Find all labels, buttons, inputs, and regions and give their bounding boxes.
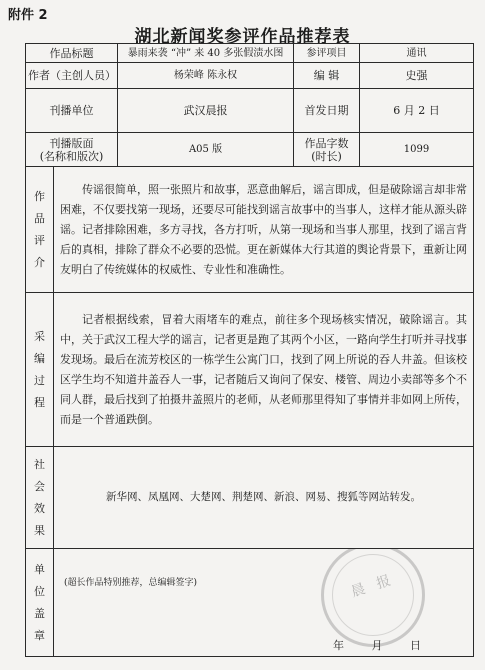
effect-label bbox=[26, 447, 54, 549]
attachment-label: 附件 2 bbox=[8, 8, 48, 23]
form-title: 湖北新闻奖参评作品推荐表 bbox=[134, 27, 351, 47]
publisher-label: 刊播单位 bbox=[26, 89, 118, 133]
author-value: 杨荣峰 陈永权 bbox=[118, 63, 294, 89]
process-label-char: 采 bbox=[34, 329, 45, 343]
row-effect bbox=[26, 447, 474, 549]
row-page bbox=[26, 133, 474, 167]
effect-label-char: 会 bbox=[34, 479, 45, 493]
category-label: 参评项目 bbox=[294, 44, 360, 63]
effect-label-char: 效 bbox=[34, 501, 45, 515]
page-label bbox=[26, 133, 118, 167]
effect-label-char: 果 bbox=[34, 523, 45, 537]
seal-label-char: 位 bbox=[34, 584, 45, 598]
seal-date: 年 月 日 bbox=[333, 639, 434, 652]
process-label bbox=[26, 293, 54, 447]
evaluation-text: 传谣很简单，照一张照片和故事，恶意曲解后，谣言即成，但是破除谣言却非常困难，不仅要找第一现场，还要尽可能找到谣言故事中的当事人，这样才能从源头辟谣。记者排除困难，多方寻找，各方打听，从第一现场和当事人那里，找到了谣言背后的真相，排除了群众不必要的恐慌。更在新媒体大行其道的舆论背景下，重新让网友明白了传统媒体的权威性、专业性和准确性。 bbox=[54, 167, 474, 293]
process-label-char: 过 bbox=[34, 373, 45, 387]
evaluation-label-char: 作 bbox=[34, 189, 45, 203]
process-label-char: 编 bbox=[34, 351, 45, 365]
row-process bbox=[26, 293, 474, 447]
evaluation-label-char: 品 bbox=[34, 211, 45, 225]
work-title-value: 暴雨来袭 “冲” 来 40 多张假渍水图 bbox=[118, 44, 294, 63]
seal-label-char: 盖 bbox=[34, 606, 45, 620]
first-date-value: 6 月 2 日 bbox=[360, 89, 474, 133]
word-count-label-line1: 作品字数 bbox=[304, 136, 349, 150]
official-stamp bbox=[321, 549, 425, 648]
category-value: 通讯 bbox=[360, 44, 474, 63]
effect-text: 新华网、凤凰网、大楚网、荆楚网、新浪、网易、搜狐等网站转发。 bbox=[54, 447, 474, 549]
seal-cell bbox=[54, 549, 474, 657]
row-publisher bbox=[26, 89, 474, 133]
seal-label-char: 章 bbox=[34, 628, 45, 642]
author-label: 作者（主创人员） bbox=[26, 63, 118, 89]
page-label-line2: (名称和版次) bbox=[39, 149, 104, 163]
work-title-label: 作品标题 bbox=[26, 44, 118, 63]
seal-label-char: 单 bbox=[34, 562, 45, 576]
page-value: A05 版 bbox=[118, 133, 294, 167]
recommendation-form bbox=[25, 43, 474, 657]
evaluation-label bbox=[26, 167, 54, 293]
row-evaluation bbox=[26, 167, 474, 293]
process-label-char: 程 bbox=[34, 395, 45, 409]
row-work-title bbox=[26, 44, 474, 63]
stamp-text: 晨 报 bbox=[349, 571, 397, 601]
word-count-label-line2: (时长) bbox=[311, 149, 342, 163]
editor-label: 编 辑 bbox=[294, 63, 360, 89]
effect-label-char: 社 bbox=[34, 457, 45, 471]
editor-value: 史强 bbox=[360, 63, 474, 89]
word-count-value: 1099 bbox=[360, 133, 474, 167]
page-label-line1: 刊播版面 bbox=[49, 136, 94, 150]
evaluation-label-char: 评 bbox=[34, 233, 45, 247]
row-seal bbox=[26, 549, 474, 657]
process-text: 记者根据线索，冒着大雨堵车的难点，前往多个现场核实情况，破除谣言。其中，关于武汉工程大学的谣言，记者更是跑了其两个小区，一路向学生打听并寻找事发现场。最后在流芳校区的一栋学生公寓门口，找到了网上所说的吞人井盖。但该校区学生均不知道井盖吞人一事，记者随后又询问了保安、楼管、周边小卖部等多个不同人群，最后找到了拍摄井盖照片的老师，从老师那里得知了事情并非如网上所传，而是一个普通跌倒。 bbox=[54, 293, 474, 447]
publisher-value: 武汉晨报 bbox=[118, 89, 294, 133]
row-author bbox=[26, 63, 474, 89]
seal-label bbox=[26, 549, 54, 657]
first-date-label: 首发日期 bbox=[294, 89, 360, 133]
word-count-label bbox=[294, 133, 360, 167]
seal-note: (超长作品特别推荐，总编辑签字) bbox=[64, 578, 198, 588]
evaluation-label-char: 介 bbox=[34, 255, 45, 269]
